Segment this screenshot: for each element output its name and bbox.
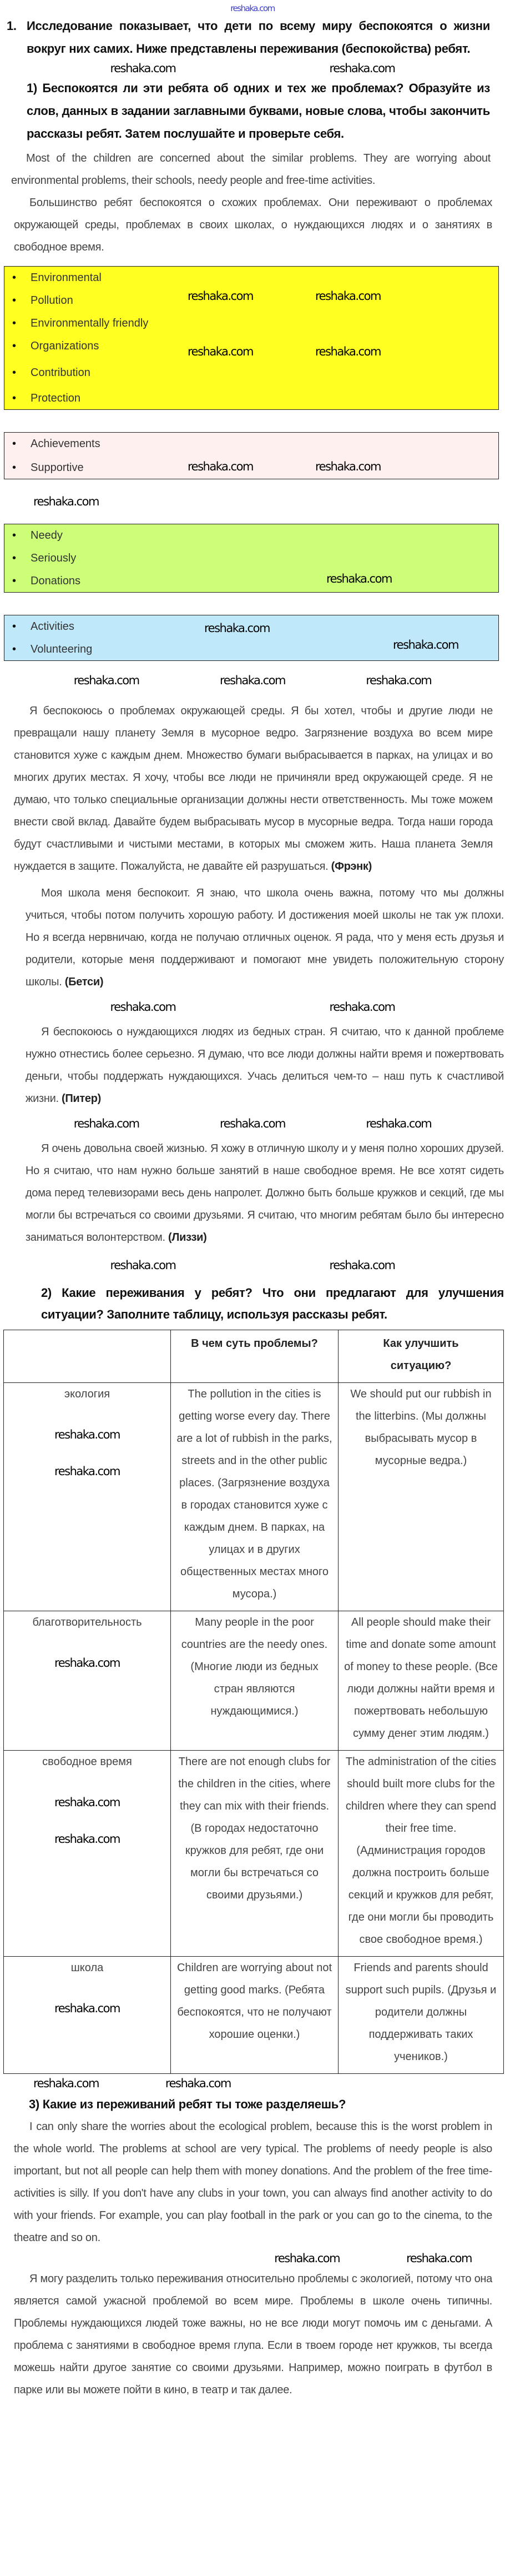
task-heading (7, 14, 490, 60)
story-lizzie (26, 1137, 504, 1249)
problem-cell: The pollution in the cities is getting worse every day. There are a lot of rubbish in the parks, streets and in the other public places. (Загрязнение воздуха в городах становится хуже с каждым днем. В парках, на улицах и в других общественных местах много мусора.) (170, 1383, 338, 1611)
watermark-row (0, 479, 505, 524)
word-item: • Achievements (4, 436, 171, 452)
word-box-environment (4, 266, 499, 410)
watermark: reshaka.com (329, 1000, 395, 1014)
word-box-free-time (4, 615, 499, 661)
watermark: reshaka.com (54, 1832, 120, 1846)
word-item: • Environmental (4, 270, 171, 285)
story-peter (26, 1021, 504, 1110)
topic-label: экология (64, 1388, 110, 1400)
story-author: (Питер) (61, 1092, 101, 1105)
watermark: reshaka.com (274, 2252, 340, 2265)
story-text: Я беспокоюсь о проблемах окружающей среды. Я бы хотел, чтобы и другие люди не превращали нашу планету Земля в мусорное ведро. Загрязнение воздуха во всем мире становится хуже с каждым днем. Множество бумаги выбрасывается в парках, на улицах и во многих других местах. Я хочу, чтобы все люди не причиняли вред окружающей среде. Я не думаю, что только специальные организации должны нести ответственность. Мы тоже можем внести свой вклад. Давайте будем выбрасывать мусор в мусорные ведра. Тогда наши города будут счастливыми и чистыми местами, в которых мы сможем жить. Наша планета Земля нуждается в защите. Пожалуйста, не давайте ей разрушаться. (14, 705, 493, 873)
word-box-charity (4, 524, 499, 593)
topic-cell (4, 1383, 170, 1611)
task-number: 1. (7, 19, 17, 33)
watermark: reshaka.com (110, 62, 176, 75)
topic-cell (4, 1751, 170, 1956)
watermark: reshaka.com (54, 2002, 120, 2015)
watermark-row (0, 993, 505, 1021)
story-text: Моя школа меня беспокоит. Я знаю, что школа очень важна, потому что мы должны учиться, чтобы потом получить хорошую работу. И достижения моей школы не так уж плохи. Но я всегда нервничаю, когда не получаю отличных оценок. Я рада, что у меня есть друзья и родители, которые меня поддерживают и помогают мне увидеть положительную сторону школы. (26, 887, 504, 988)
word-item: • Needy (4, 528, 171, 543)
table-header-row (4, 1330, 503, 1382)
story-author: (Фрэнк) (331, 860, 372, 873)
problem-cell: Many people in the poor countries are the needy ones. (Многие люди из бедных стран являются нуждающимися.) (170, 1611, 338, 1750)
topic-label: свободное время (42, 1756, 132, 1768)
watermark: reshaka.com (73, 1117, 139, 1130)
watermark: reshaka.com (329, 62, 395, 75)
word-item: • Donations (4, 573, 171, 589)
story-text: Я очень довольна своей жизнью. Я хожу в отличную школу и у меня полно хороших друзей. Но я считаю, что нам нужно больше занятий в наше свободное время. Не все хотят сидеть дома перед телевизорами весь день напролет. Должно быть больше кружков и секций, где мы могли бы встречаться со своими друзьями. Я считаю, что многим ребятам было бы интересно заниматься волонтерством. (26, 1142, 504, 1244)
watermark: reshaka.com (315, 345, 381, 358)
word-item: • Supportive (4, 460, 171, 475)
watermark: reshaka.com (315, 460, 381, 473)
table-header-cell: В чем суть проблемы? (170, 1330, 338, 1382)
watermark-row (0, 2249, 505, 2268)
topic-cell (4, 1611, 170, 1750)
word-item: • Activities (4, 619, 171, 634)
word-item: • Seriously (4, 550, 171, 566)
q3-question: 3) Какие из переживаний ребят ты тоже разделяешь? (29, 2097, 346, 2111)
story-author: (Лиззи) (168, 1231, 207, 1244)
watermark: reshaka.com (188, 289, 253, 303)
site-watermark-link[interactable]: reshaka.com (230, 3, 275, 13)
story-betsy (26, 882, 504, 993)
problem-cell: Children are worrying about not getting good marks. (Ребята беспокоятся, что не получают хорошие оценки.) (170, 1957, 338, 2073)
watermark: reshaka.com (220, 674, 285, 687)
q3-answer-en: I can only share the worries about the ecological problem, because this is the worst problem in the whole world. The problems at school are very typical. The problems of needy people is also important, but not all people can help them with money donations. And the problem of the free time-activities is silly. If you don't have any clubs in your town, you can always find another activity to do with your friends. For example, you can play football in the park or you can go to the cinema, to the theatre and so on. (14, 2121, 492, 2244)
topic-label: благотворительность (32, 1616, 142, 1628)
watermark-row (0, 1249, 505, 1282)
word-item: • Volunteering (4, 642, 171, 657)
watermark: reshaka.com (54, 1796, 120, 1809)
q1-answer-ru: Большинство ребят беспокоятся о схожих проблемах. Они переживают о проблемах окружающей среды, проблемах в своих школах, о нуждающихся людях и о занятиях в свободное время. (14, 197, 492, 253)
story-frank (14, 700, 493, 878)
watermark: reshaka.com (326, 572, 392, 585)
watermark: reshaka.com (393, 638, 458, 651)
word-box-school (4, 432, 499, 479)
table-header-cell: Как улучшить ситуацию? (338, 1330, 503, 1382)
watermark: reshaka.com (54, 1465, 120, 1478)
watermark: reshaka.com (33, 2077, 99, 2090)
topic-label: школа (70, 1962, 104, 1974)
word-item: • Organizations (4, 338, 171, 354)
word-item: • Environmentally friendly (4, 315, 171, 331)
watermark: reshaka.com (165, 2077, 231, 2090)
watermark-row (0, 661, 505, 700)
table-row (4, 1382, 503, 1611)
watermark: reshaka.com (366, 1117, 432, 1130)
watermark: reshaka.com (188, 460, 253, 473)
word-item: • Pollution (4, 293, 171, 308)
task-title: Исследование показывает, что дети по всему миру беспокоятся о жизни вокруг них самих. Ниже представлены переживания (беспокойства) ребят. (27, 19, 490, 56)
table-row (4, 1611, 503, 1750)
watermark: reshaka.com (220, 1117, 285, 1130)
watermark: reshaka.com (110, 1259, 176, 1272)
story-author: (Бетси) (64, 976, 104, 988)
watermark-row (0, 1110, 505, 1137)
watermark: reshaka.com (33, 495, 99, 508)
solution-cell: The administration of the cities should built more clubs for the children where they can spend their free time. (Администрация городов должна построить больше секций и кружков для ребят, где они могли бы проводить свое свободное время.) (338, 1751, 503, 1956)
word-item: • Protection (4, 390, 171, 406)
word-item: • Contribution (4, 365, 171, 380)
solution-cell: All people should make their time and donate some amount of money to these people. (Все люди должны найти время и пожертвовать небольшую сумму денег этим людям.) (338, 1611, 503, 1750)
problems-table (3, 1330, 504, 2074)
watermark: reshaka.com (54, 1428, 120, 1441)
q2-question: 2) Какие переживания у ребят? Что они предлагают для улучшения ситуации? Заполните таблицу, используя рассказы ребят. (41, 1286, 504, 1321)
watermark: reshaka.com (315, 289, 381, 303)
table-header-cell (4, 1330, 170, 1382)
solution-cell: We should put our rubbish in the litterbins. (Мы должны выбрасывать мусор в мусорные ведра.) (338, 1383, 503, 1611)
watermark: reshaka.com (204, 622, 270, 635)
watermark-row (0, 2074, 505, 2093)
watermark: reshaka.com (188, 345, 253, 358)
watermark: reshaka.com (366, 674, 432, 687)
q1-question: 1) Беспокоятся ли эти ребята об одних и тех же проблемах? Образуйте из слов, данных в задании заглавными буквами, новые слова, чтобы закончить рассказы ребят. Затем послушайте и проверьте себя. (27, 81, 490, 141)
watermark: reshaka.com (329, 1259, 395, 1272)
watermark: reshaka.com (110, 1000, 176, 1014)
solution-cell: Friends and parents should support such pupils. (Друзья и родители должны поддерживать таких учеников.) (338, 1957, 503, 2073)
q3-answer-ru: Я могу разделить только переживания относительно проблемы с экологией, потому что она является самой ужасной проблемой во всем мире. Проблемы в школе очень типичны. Проблемы нуждающихся людей тоже важны, но не все люди могут помочь им с деньгами. А проблема с занятиями в свободное время глупа. Если в твоем городе нет кружков, ты всегда можешь найти другое занятие со своими друзьями. Например, можно поиграть в футбол в парке или вы можете пойти в кино, в театр и так далее. (14, 2273, 492, 2396)
problem-cell: There are not enough clubs for the children in the cities, where they can mix with their friends. (В городах недостаточно кружков для ребят, где они могли бы встречаться со своими друзьями.) (170, 1751, 338, 1956)
watermark-row (0, 60, 505, 77)
table-row (4, 1956, 503, 2073)
watermark: reshaka.com (73, 674, 139, 687)
topic-cell (4, 1957, 170, 2073)
table-row (4, 1750, 503, 1956)
watermark: reshaka.com (54, 1656, 120, 1670)
watermark: reshaka.com (406, 2252, 472, 2265)
q1-answer-en: Most of the children are concerned about the similar problems. They are worrying about environmental problems, their schools, needy people and free-time activities. (11, 152, 491, 187)
story-text: Я беспокоюсь о нуждающихся людях из бедных стран. Я считаю, что к данной проблеме нужно отнестись более серьезно. Я думаю, что все люди должны найти время и пожертвовать деньги, чтобы поддержать нуждающихся. Учась делиться чем-то – наш путь к счастливой жизни. (26, 1026, 504, 1105)
